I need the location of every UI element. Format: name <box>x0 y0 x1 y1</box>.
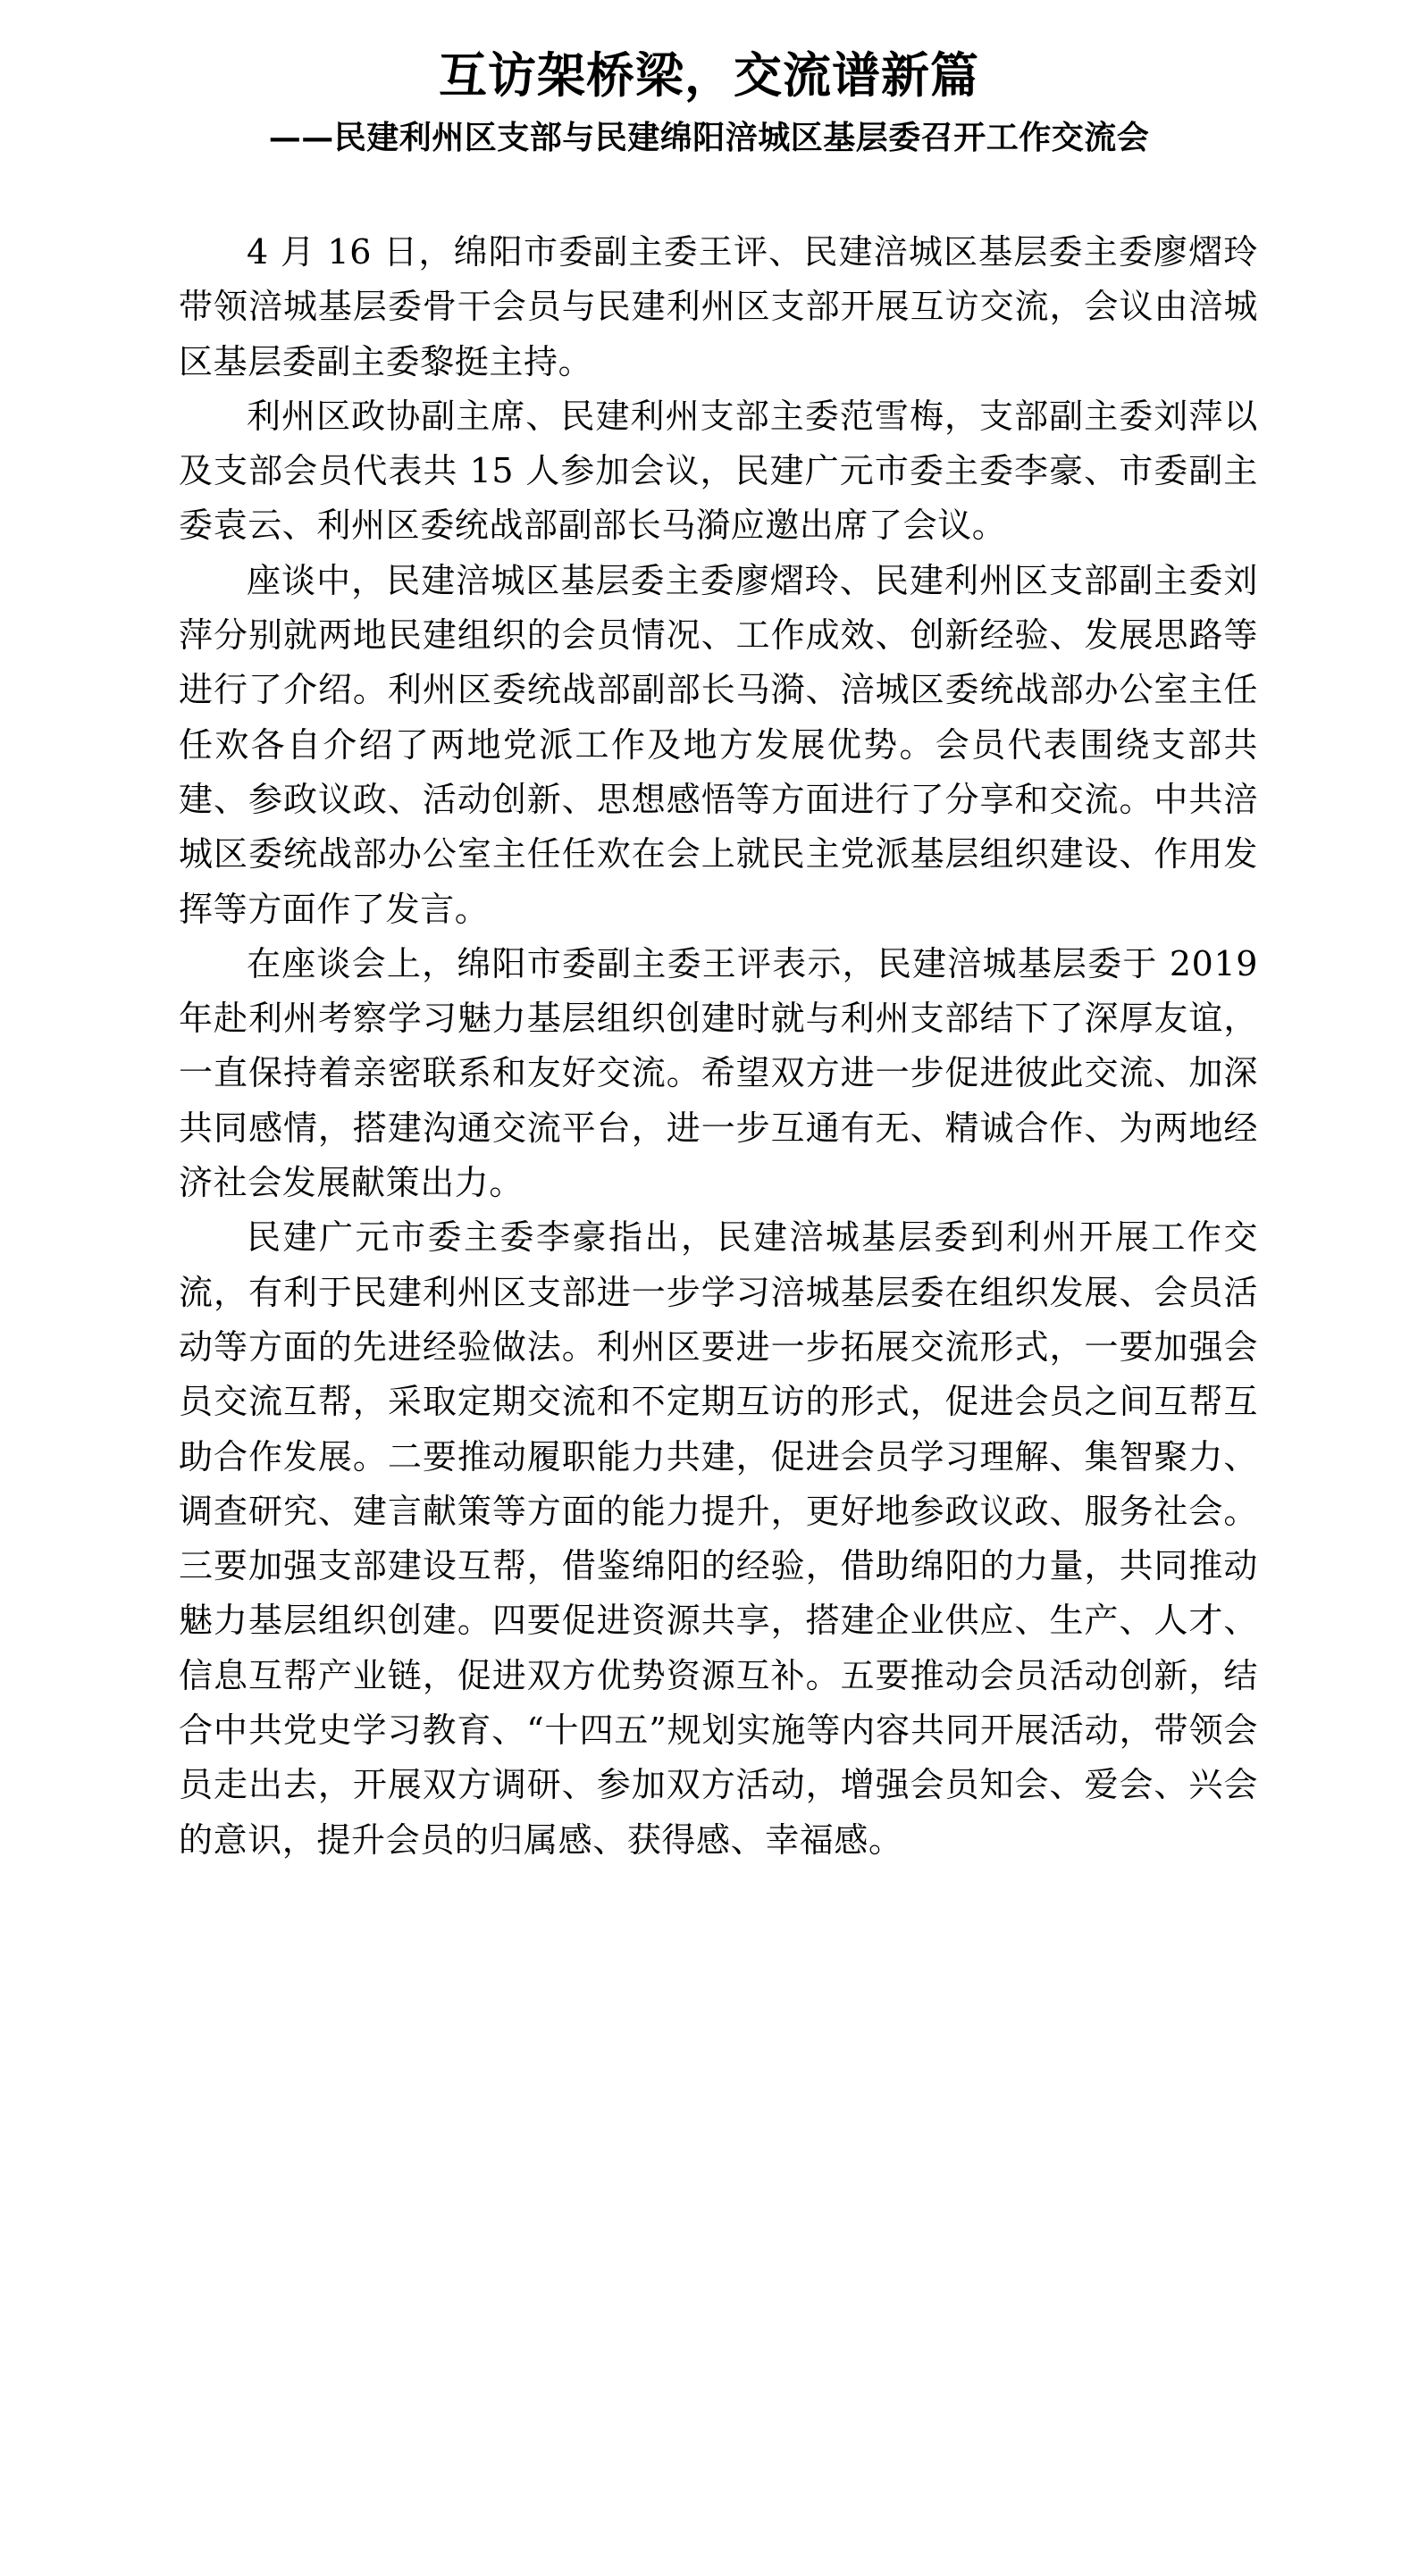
article-title: 互访架桥梁，交流谱新篇 <box>439 46 979 105</box>
paragraph-5: 民建广元市委主委李豪指出，民建涪城基层委到利州开展工作交流，有利于民建利州区支部进一步学习涪城基层委在组织发展、会员活动等方面的先进经验做法。利州区要进一步拓展交流形式，一要加强会员交流互帮，采取定期交流和不定期互访的形式，促进会员之间互帮互助合作发展。二要推动履职能力共建，促进会员学习理解、集智聚力、调查研究、建言献策等方面的能力提升，更好地参政议政、服务社会。三要加强支部建设互帮，借鉴绵阳的经验，借助绵阳的力量，共同推动魅力基层组织创建。四要促进资源共享，搭建企业供应、生产、人才、信息互帮产业链，促进双方优势资源互补。五要推动会员活动创新，结合中共党史学习教育、“十四五”规划实施等内容共同开展活动，带领会员走出去，开展双方调研、参加双方活动，增强会员知会、爱会、兴会的意识，提升会员的归属感、获得感、幸福感。 <box>179 1217 1258 1860</box>
paragraph-2: 利州区政协副主席、民建利州支部主委范雪梅，支部副主委刘萍以及支部会员代表共 15 人参加会议，民建广元市委主委李豪、市委副主委袁云、利州区委统战部副部长马漪应邀出席了会议。 <box>179 396 1258 546</box>
article-body <box>179 225 1258 1868</box>
article-subtitle: ——民建利州区支部与民建绵阳涪城区基层委召开工作交流会 <box>268 118 1150 156</box>
paragraph-1: 4 月 16 日，绵阳市委副主委王评、民建涪城区基层委主委廖熠玲带领涪城基层委骨干会员与民建利州区支部开展互访交流，会议由涪城区基层委副主委黎挺主持。 <box>179 232 1258 381</box>
paragraph-4: 在座谈会上，绵阳市委副主委王评表示，民建涪城基层委于 2019 年赴利州考察学习魅力基层组织创建时就与利州支部结下了深厚友谊，一直保持着亲密联系和友好交流。希望双方进一步促进彼此交流、加深共同感情，搭建沟通交流平台，进一步互通有无、精诚合作、为两地经济社会发展献策出力。 <box>179 943 1258 1203</box>
paragraph-3: 座谈中，民建涪城区基层委主委廖熠玲、民建利州区支部副主委刘萍分别就两地民建组织的会员情况、工作成效、创新经验、发展思路等进行了介绍。利州区委统战部副部长马漪、涪城区委统战部办公室主任任欢各自介绍了两地党派工作及地方发展优势。会员代表围绕支部共建、参政议政、活动创新、思想感悟等方面进行了分享和交流。中共涪城区委统战部办公室主任任欢在会上就民主党派基层组织建设、作用发挥等方面作了发言。 <box>179 560 1258 929</box>
